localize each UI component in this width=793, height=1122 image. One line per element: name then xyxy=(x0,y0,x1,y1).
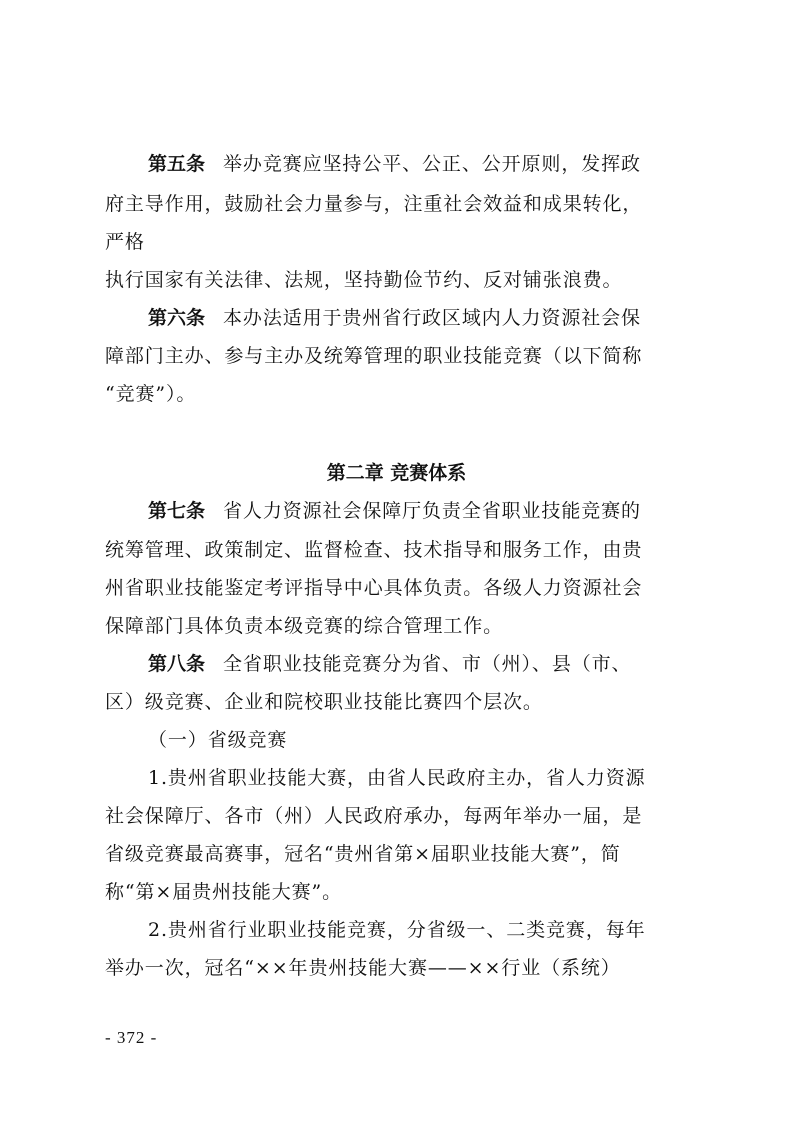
article-8-label: 第八条 xyxy=(148,653,206,675)
article-8-text-1: 全省职业技能竞赛分为省、市（州）、县（市、 xyxy=(223,653,632,675)
article-7-line-2: 统筹管理、政策制定、监督检查、技术指导和服务工作，由贵 xyxy=(105,539,643,561)
article-5-text-1: 举办竞赛应坚持公平、公正、公开原则，发挥政 xyxy=(223,153,641,175)
article-6-line-3: “竞赛”）。 xyxy=(105,383,197,405)
chapter-2-title: 第二章 竞赛体系 xyxy=(326,462,467,484)
article-8-line-2: 区）级竞赛、企业和院校职业技能比赛四个层次。 xyxy=(105,691,543,713)
article-6-line-2: 障部门主办、参与主办及统筹管理的职业技能竞赛（以下简称 xyxy=(105,345,643,367)
item-2-line-1: 2.贵州省行业职业技能竞赛，分省级一、二类竞赛，每年 xyxy=(148,919,646,941)
page-number: - 372 - xyxy=(105,1028,158,1047)
item-1-line-1: 1.贵州省职业技能大赛，由省人民政府主办，省人力资源 xyxy=(148,767,646,789)
article-6-label: 第六条 xyxy=(148,307,206,329)
item-2-line-2: 举办一次，冠名“××年贵州技能大赛——××行业（系统） xyxy=(105,957,621,979)
article-5-line-1 xyxy=(148,152,695,176)
article-5-line-2: 府主导作用，鼓励社会力量参与，注重社会效益和成果转化， xyxy=(105,193,643,215)
article-7-label: 第七条 xyxy=(148,500,206,522)
article-7-line-4: 保障部门具体负责本级竞赛的综合管理工作。 xyxy=(105,615,504,637)
article-7-line-3: 州省职业技能鉴定考评指导中心具体负责。各级人力资源社会 xyxy=(105,577,643,599)
item-1-line-3: 省级竞赛最高赛事，冠名“贵州省第×届职业技能大赛”，简 xyxy=(105,843,621,865)
article-5-line-4: 执行国家有关法律、法规，坚持勤俭节约、反对铺张浪费。 xyxy=(105,269,623,291)
article-6-line-1 xyxy=(148,306,695,330)
article-5-line-3: 严格 xyxy=(105,231,145,253)
article-7-line-1 xyxy=(148,499,695,523)
article-7-text-1: 省人力资源社会保障厅负责全省职业技能竞赛的 xyxy=(223,500,641,522)
article-6-text-1: 本办法适用于贵州省行政区域内人力资源社会保 xyxy=(223,307,641,329)
article-8-line-1 xyxy=(148,652,695,676)
article-5-label: 第五条 xyxy=(148,153,206,175)
item-1-line-4: 称“第×届贵州技能大赛”。 xyxy=(105,881,343,903)
item-1-line-2: 社会保障厅、各市（州）人民政府承办，每两年举办一届，是 xyxy=(105,805,643,827)
section-1-title: （一）省级竞赛 xyxy=(148,729,288,751)
